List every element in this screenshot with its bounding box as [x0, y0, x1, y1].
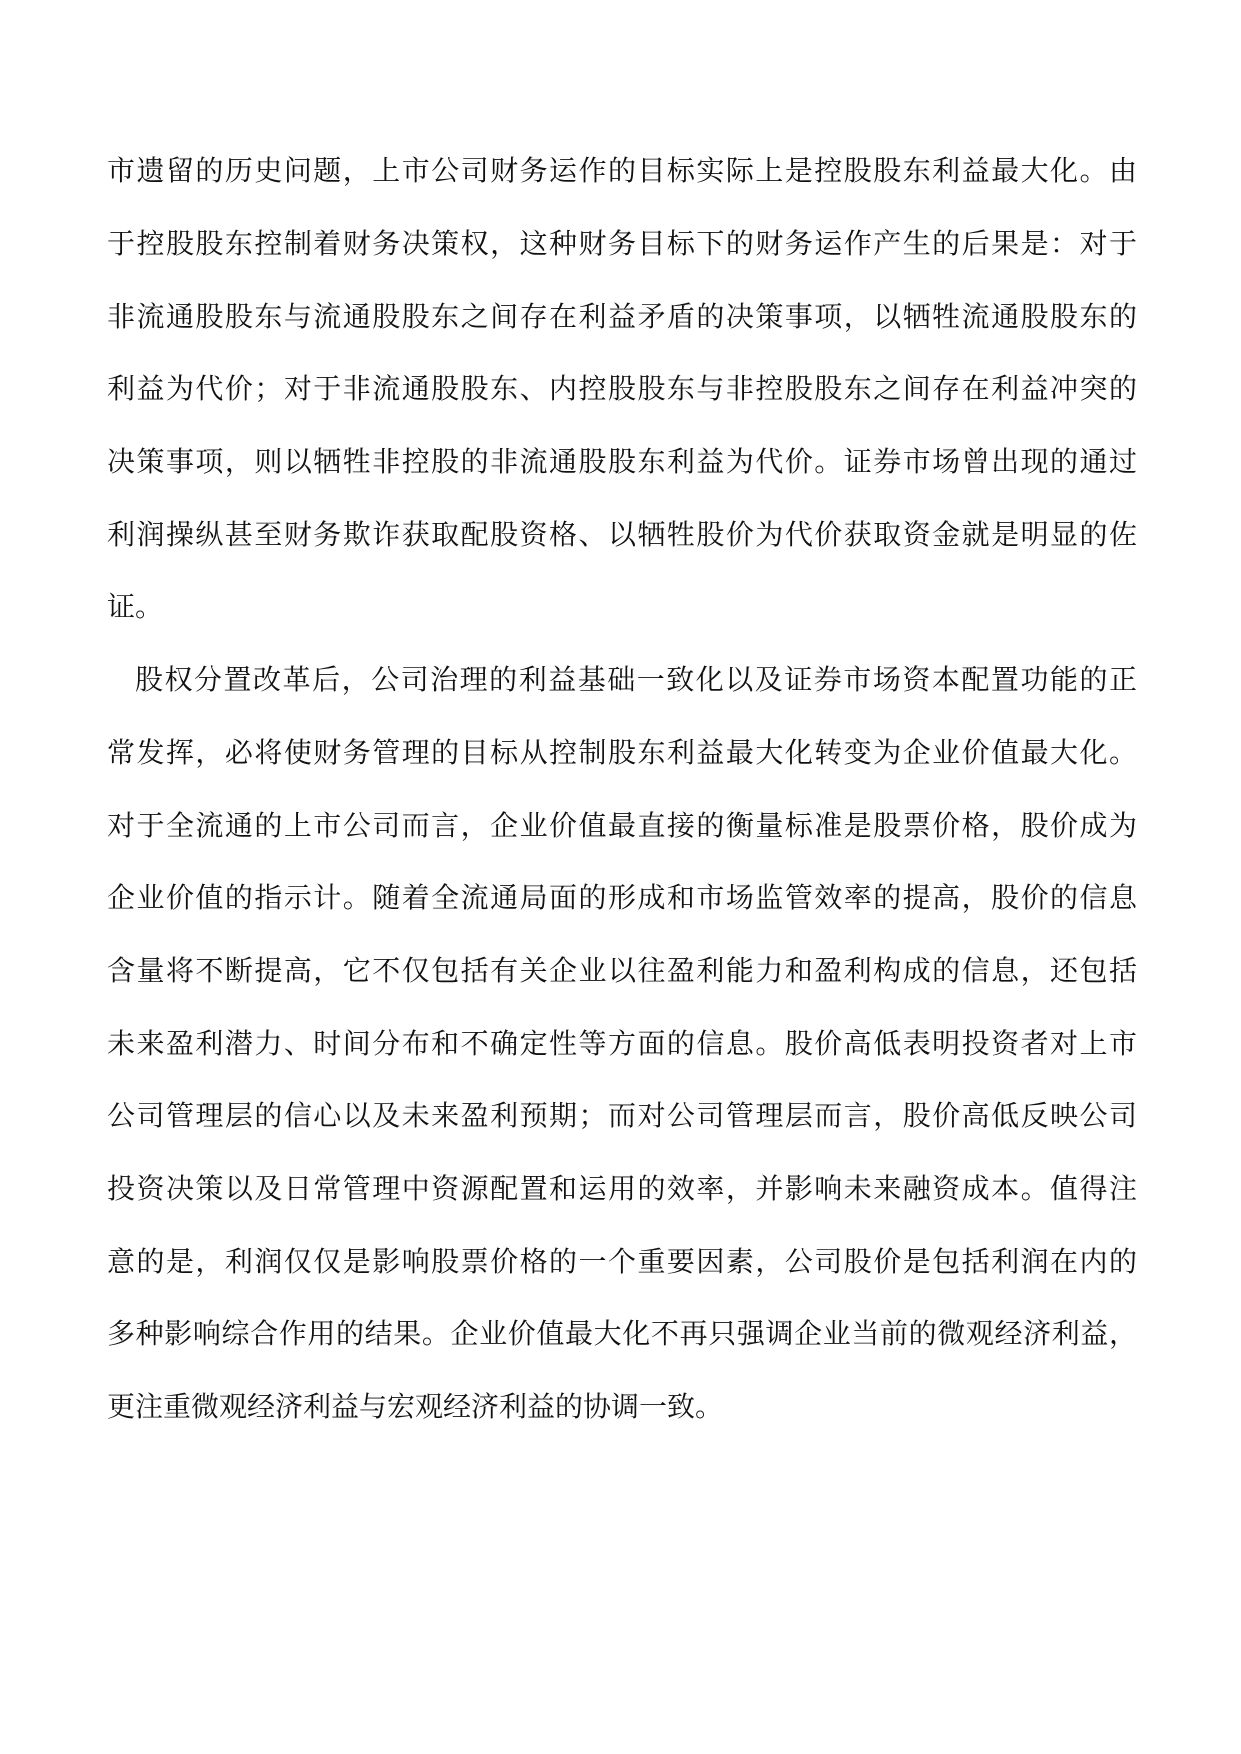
text-line: 未来盈利潜力、时间分布和不确定性等方面的信息。股价高低表明投资者对上市 [107, 1027, 1137, 1060]
text-line: 企业价值的指示计。随着全流通局面的形成和市场监管效率的提高，股价的信息 [107, 881, 1137, 914]
text-line: 于控股股东控制着财务决策权，这种财务目标下的财务运作产生的后果是：对于 [107, 227, 1137, 260]
text-line: 常发挥，必将使财务管理的目标从控制股东利益最大化转变为企业价值最大化。 [107, 736, 1137, 769]
text-line: 证。 [107, 590, 164, 623]
text-line: 更注重微观经济利益与宏观经济利益的协调一致。 [107, 1390, 724, 1423]
text-line: 意的是，利润仅仅是影响股票价格的一个重要因素，公司股价是包括利润在内的 [107, 1245, 1137, 1278]
text-line: 公司管理层的信心以及未来盈利预期；而对公司管理层而言，股价高低反映公司 [107, 1099, 1137, 1132]
text-line: 非流通股股东与流通股股东之间存在利益矛盾的决策事项，以牺牲流通股股东的 [107, 300, 1137, 333]
text-line: 决策事项，则以牺牲非控股的非流通股股东利益为代价。证券市场曾出现的通过 [107, 445, 1137, 478]
text-line: 投资决策以及日常管理中资源配置和运用的效率，并影响未来融资成本。值得注 [107, 1172, 1137, 1205]
text-line: 利润操纵甚至财务欺诈获取配股资格、以牺牲股价为代价获取资金就是明显的佐 [107, 518, 1137, 551]
text-line: 市遗留的历史问题，上市公司财务运作的目标实际上是控股股东利益最大化。由 [107, 154, 1137, 187]
text-line: 含量将不断提高，它不仅包括有关企业以往盈利能力和盈利构成的信息，还包括 [107, 954, 1137, 987]
text-line: 利益为代价；对于非流通股股东、内控股股东与非控股股东之间存在利益冲突的 [107, 372, 1137, 405]
text-line: 对于全流通的上市公司而言，企业价值最直接的衡量标准是股票价格，股价成为 [107, 809, 1137, 842]
text-line: 多种影响综合作用的结果。企业价值最大化不再只强调企业当前的微观经济利益， [107, 1317, 1137, 1350]
text-line: 股权分置改革后，公司治理的利益基础一致化以及证券市场资本配置功能的正 [135, 663, 1137, 696]
